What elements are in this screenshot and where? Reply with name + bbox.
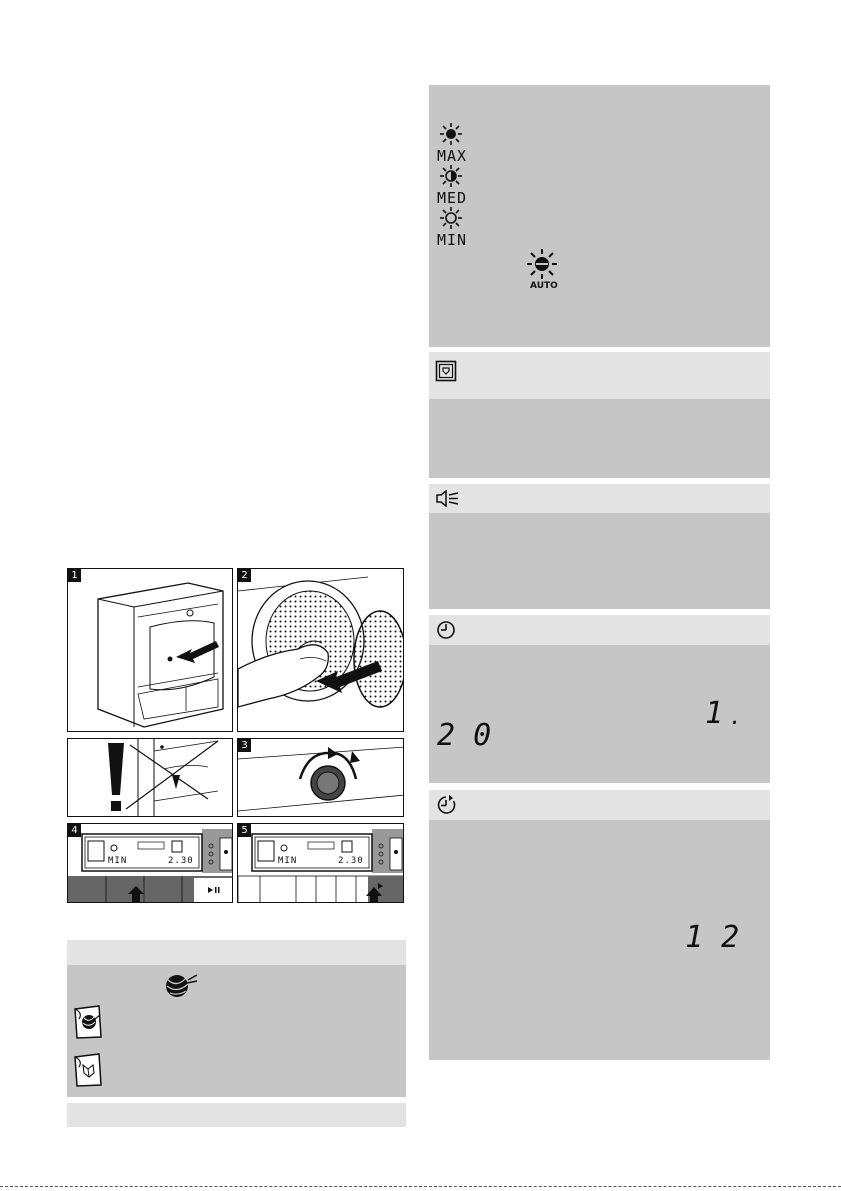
sun-min-icon: [439, 207, 463, 229]
delay-clock-icon: [436, 795, 458, 816]
panel-5-display-min: MIN: [278, 856, 298, 866]
panel-number-5: 5: [238, 824, 251, 837]
figure-panel-4: [67, 823, 233, 903]
sun-med-icon: [439, 165, 463, 187]
time-header: [429, 615, 770, 645]
crease-guard-header: [429, 352, 770, 399]
delay-digits: 1 2: [685, 920, 740, 955]
panel-number-2: 2: [238, 569, 251, 582]
panel-4-display-min: MIN: [108, 856, 128, 866]
lower-left-strip: [67, 1103, 406, 1127]
panel-number-1: 1: [68, 569, 81, 582]
delay-body: [429, 820, 770, 1060]
panel-5-display-time: 2.30: [338, 856, 364, 866]
heat-level-box: [429, 85, 770, 347]
auto-label: AUTO: [530, 281, 558, 291]
delicates-basket-icon: [73, 1053, 103, 1087]
time-digits-a: 1: [705, 696, 724, 731]
wool-basket-icon: [73, 1005, 103, 1039]
panel-number-3: 3: [238, 739, 251, 752]
wool-body: [67, 965, 406, 1097]
med-label: MED: [437, 189, 468, 207]
buzzer-icon: [436, 490, 460, 507]
wool-header: [67, 940, 406, 965]
panel-4-display-time: 2.30: [168, 856, 194, 866]
time-digits-b: 2 0: [437, 718, 492, 753]
buzzer-body: [429, 513, 770, 609]
clock-icon: [436, 620, 456, 640]
max-label: MAX: [437, 147, 468, 165]
figure-panel-5: [237, 823, 404, 903]
time-body: [429, 645, 770, 783]
crease-guard-body: [429, 399, 770, 478]
wool-ball-icon: [162, 972, 198, 1000]
figure-panel-3: [237, 738, 404, 817]
crease-guard-icon: [435, 360, 457, 382]
figure-panel-2: [237, 568, 404, 732]
figure-panel-1: [67, 568, 233, 732]
min-label: MIN: [437, 231, 468, 249]
time-dot: .: [729, 705, 743, 730]
page-bottom-rule: [0, 1186, 841, 1187]
figure-panel-warning: [67, 738, 233, 817]
buzzer-header: [429, 484, 770, 513]
delay-header: [429, 790, 770, 820]
panel-number-4: 4: [68, 824, 81, 837]
sun-auto-icon: [525, 249, 559, 279]
sun-icon: [439, 123, 463, 145]
